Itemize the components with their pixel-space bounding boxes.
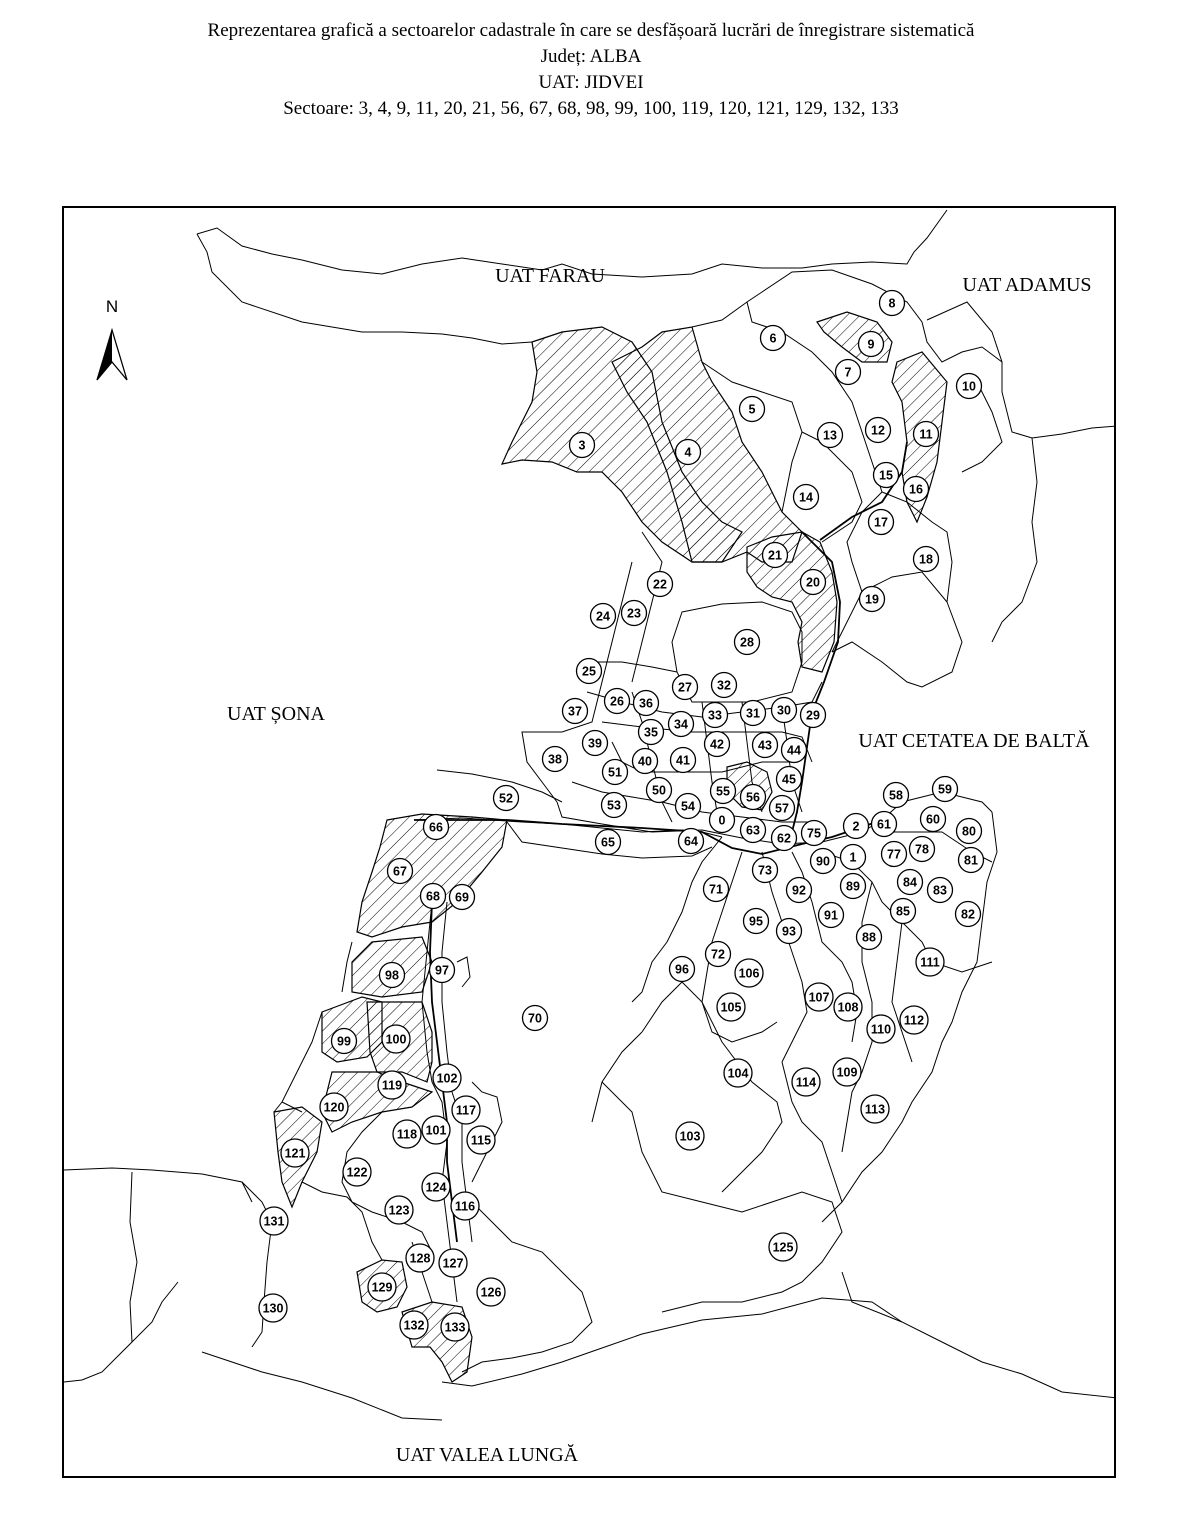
sector-number: 59 <box>938 782 952 797</box>
sector-number: 77 <box>887 847 901 862</box>
sector-label-132 <box>400 1311 428 1339</box>
sector-label-36 <box>634 691 659 716</box>
sector-number: 114 <box>795 1075 817 1090</box>
sector-label-51 <box>603 760 628 785</box>
sector-label-112 <box>900 1006 928 1034</box>
sector-label-120 <box>320 1093 348 1121</box>
sector-label-50 <box>647 778 672 803</box>
sector-number: 50 <box>652 783 666 798</box>
sector-number: 1 <box>849 850 857 865</box>
sector-label-6 <box>761 326 786 351</box>
sector-number: 93 <box>782 924 796 939</box>
sector-label-9 <box>859 332 884 357</box>
sector-label-124 <box>422 1173 450 1201</box>
sector-label-113 <box>861 1095 889 1123</box>
sector-label-42 <box>705 732 730 757</box>
sector-number: 92 <box>792 883 806 898</box>
neighbor-cetatea-label: UAT CETATEA DE BALTĂ <box>858 730 1090 752</box>
sector-label-13 <box>818 423 843 448</box>
sector-label-102 <box>433 1064 461 1092</box>
sector-number: 66 <box>429 820 443 835</box>
sector-number: 34 <box>674 717 688 732</box>
sector-number: 80 <box>962 824 976 839</box>
sector-label-108 <box>834 993 862 1021</box>
sector-label-117 <box>452 1096 480 1124</box>
sector-number: 100 <box>385 1032 407 1047</box>
sector-number: 83 <box>933 883 947 898</box>
sector-number: 43 <box>758 738 772 753</box>
sector-number: 36 <box>639 696 653 711</box>
sector-number: 99 <box>337 1034 351 1049</box>
sector-number: 125 <box>772 1240 794 1255</box>
sector-number: 65 <box>601 835 615 850</box>
sector-number: 67 <box>393 864 407 879</box>
sector-number: 113 <box>864 1102 886 1117</box>
sector-number: 56 <box>746 790 760 805</box>
sector-label-40 <box>633 749 658 774</box>
sector-number: 62 <box>777 831 791 846</box>
sector-label-61 <box>872 812 897 837</box>
sector-number: 38 <box>548 752 562 767</box>
sector-number: 5 <box>748 402 756 417</box>
neighbor-sona-label: UAT ȘONA <box>227 703 325 725</box>
sector-label-14 <box>794 485 819 510</box>
sector-label-100 <box>382 1025 410 1053</box>
sector-number: 111 <box>920 955 940 970</box>
sector-label-26 <box>605 689 630 714</box>
sector-label-53 <box>602 793 627 818</box>
sector-label-122 <box>343 1158 371 1186</box>
sector-label-5 <box>740 397 765 422</box>
sector-number: 112 <box>903 1013 925 1028</box>
sector-number: 13 <box>823 428 837 443</box>
sector-number: 44 <box>787 743 801 758</box>
sector-label-65 <box>596 830 621 855</box>
sector-label-71 <box>704 877 729 902</box>
sector-number: 69 <box>455 890 469 905</box>
sector-label-80 <box>957 819 982 844</box>
sector-label-97 <box>430 958 455 983</box>
sector-label-75 <box>802 821 827 846</box>
sector-label-30 <box>772 698 797 723</box>
sector-number: 109 <box>836 1065 858 1080</box>
sector-label-129 <box>368 1273 396 1301</box>
sector-number: 35 <box>644 725 658 740</box>
sector-number: 116 <box>454 1199 476 1214</box>
sector-label-39 <box>583 731 608 756</box>
sector-number: 61 <box>877 817 891 832</box>
sector-label-96 <box>670 957 695 982</box>
sector-number: 22 <box>653 577 667 592</box>
sector-label-115 <box>467 1126 495 1154</box>
sector-label-62 <box>772 826 797 851</box>
sector-number: 128 <box>409 1251 431 1266</box>
sector-label-99 <box>332 1029 357 1054</box>
sector-label-90 <box>811 849 836 874</box>
sector-number: 90 <box>816 854 830 869</box>
sector-number: 127 <box>442 1256 464 1271</box>
sector-label-18 <box>914 547 939 572</box>
sector-label-3 <box>570 433 595 458</box>
map-frame <box>62 206 1116 1478</box>
sector-label-43 <box>753 733 778 758</box>
sector-label-111 <box>916 948 944 976</box>
sector-label-57 <box>770 796 795 821</box>
sector-label-59 <box>933 777 958 802</box>
sector-number: 19 <box>865 592 879 607</box>
sector-number: 37 <box>568 704 582 719</box>
sector-label-4 <box>676 440 701 465</box>
sector-number: 104 <box>727 1066 749 1081</box>
sector-number: 89 <box>846 879 860 894</box>
title-uat: UAT: JIDVEI <box>538 72 644 93</box>
sector-label-82 <box>956 902 981 927</box>
sector-label-19 <box>860 587 885 612</box>
sector-number: 57 <box>775 801 789 816</box>
sector-number: 58 <box>889 788 903 803</box>
sector-label-126 <box>477 1278 505 1306</box>
sector-label-105 <box>717 993 745 1021</box>
sector-number: 102 <box>436 1071 458 1086</box>
sector-label-101 <box>422 1116 450 1144</box>
sector-label-66 <box>424 815 449 840</box>
sector-number: 133 <box>444 1320 466 1335</box>
sector-number: 131 <box>263 1214 285 1229</box>
sector-label-131 <box>260 1207 288 1235</box>
sector-label-81 <box>959 848 984 873</box>
sector-number: 117 <box>455 1103 477 1118</box>
sector-number: 40 <box>638 754 652 769</box>
sector-number: 7 <box>844 365 852 380</box>
sector-number: 91 <box>824 908 838 923</box>
sector-number: 10 <box>962 379 976 394</box>
sector-label-68 <box>421 884 446 909</box>
sector-number: 123 <box>388 1203 410 1218</box>
sector-number: 31 <box>746 706 760 721</box>
sector-number: 119 <box>381 1078 403 1093</box>
sector-label-32 <box>712 673 737 698</box>
sector-label-44 <box>782 738 807 763</box>
sector-number: 0 <box>718 813 726 828</box>
sector-number: 63 <box>746 823 760 838</box>
sector-number: 101 <box>425 1123 447 1138</box>
sector-label-45 <box>777 767 802 792</box>
sector-label-114 <box>792 1068 820 1096</box>
title-description: Reprezentarea grafică a sectoarelor cadastrale în care se desfășoară lucrări de înregistrare sistematică <box>207 20 975 41</box>
sector-label-63 <box>741 818 766 843</box>
sector-number: 8 <box>888 296 896 311</box>
sector-number: 68 <box>426 889 440 904</box>
sector-number: 124 <box>425 1180 447 1195</box>
sector-label-125 <box>769 1233 797 1261</box>
sector-label-121 <box>281 1139 309 1167</box>
sector-number: 126 <box>480 1285 502 1300</box>
sector-number: 85 <box>896 904 910 919</box>
sector-number: 42 <box>710 737 724 752</box>
sector-number: 81 <box>964 853 978 868</box>
sector-number: 29 <box>806 708 820 723</box>
sector-number: 118 <box>396 1127 418 1142</box>
sector-number: 30 <box>777 703 791 718</box>
sector-label-91 <box>819 903 844 928</box>
sector-number: 16 <box>909 482 923 497</box>
sector-number: 72 <box>711 947 725 962</box>
map-title-block <box>0 18 1182 122</box>
sector-number: 107 <box>808 990 830 1005</box>
sector-number: 15 <box>879 468 893 483</box>
sector-number: 105 <box>720 1000 742 1015</box>
sector-number: 18 <box>919 552 933 567</box>
sector-number: 2 <box>852 819 860 834</box>
sector-number: 53 <box>607 798 621 813</box>
sector-number: 115 <box>470 1133 492 1148</box>
sector-label-33 <box>703 703 728 728</box>
sector-label-83 <box>928 878 953 903</box>
sector-number: 33 <box>708 708 722 723</box>
sector-number: 70 <box>528 1011 542 1026</box>
sector-label-78 <box>910 837 935 862</box>
title-county: Județ: ALBA <box>540 46 642 67</box>
sector-number: 120 <box>323 1100 345 1115</box>
sector-number: 75 <box>807 826 821 841</box>
sector-number: 98 <box>385 968 399 983</box>
sector-label-70 <box>523 1006 548 1031</box>
title-sectors-list: Sectoare: 3, 4, 9, 11, 20, 21, 56, 67, 68, 98, 99, 100, 119, 120, 121, 129, 132, 133 <box>283 98 899 119</box>
sector-number: 71 <box>709 882 723 897</box>
sector-label-127 <box>439 1249 467 1277</box>
sector-label-41 <box>671 748 696 773</box>
sector-label-22 <box>648 572 673 597</box>
sector-label-1 <box>841 845 866 870</box>
sector-number: 25 <box>582 664 596 679</box>
sector-label-118 <box>393 1120 421 1148</box>
sector-label-16 <box>904 477 929 502</box>
sector-number: 12 <box>871 423 885 438</box>
sector-label-25 <box>577 659 602 684</box>
sector-label-95 <box>744 909 769 934</box>
neighbor-adamus-label: UAT ADAMUS <box>962 274 1092 296</box>
sector-number: 110 <box>870 1022 892 1037</box>
sector-label-109 <box>833 1058 861 1086</box>
sector-number: 106 <box>738 966 760 981</box>
sector-number: 52 <box>499 791 513 806</box>
neighbor-farau-label: UAT FARAU <box>495 265 605 287</box>
sector-label-103 <box>676 1122 704 1150</box>
sector-number: 9 <box>867 337 875 352</box>
sector-number: 78 <box>915 842 929 857</box>
sector-label-11 <box>914 422 939 447</box>
sector-label-34 <box>669 712 694 737</box>
sector-label-116 <box>451 1192 479 1220</box>
sector-label-2 <box>844 814 869 839</box>
sector-label-106 <box>735 959 763 987</box>
sector-label-21 <box>763 543 788 568</box>
sector-number: 21 <box>768 548 782 563</box>
sector-number: 28 <box>740 635 754 650</box>
sector-label-29 <box>801 703 826 728</box>
sector-number: 64 <box>684 834 698 849</box>
sector-number: 95 <box>749 914 763 929</box>
sector-label-17 <box>869 510 894 535</box>
sector-label-55 <box>711 779 736 804</box>
sector-label-24 <box>591 604 616 629</box>
sector-number: 11 <box>919 427 933 442</box>
sector-label-64 <box>679 829 704 854</box>
sector-number: 60 <box>926 812 940 827</box>
sector-label-69 <box>450 885 475 910</box>
sector-number: 84 <box>903 875 917 890</box>
sector-label-123 <box>385 1196 413 1224</box>
sector-number: 6 <box>769 331 777 346</box>
sector-label-56 <box>741 785 766 810</box>
sector-label-38 <box>543 747 568 772</box>
sector-label-84 <box>898 870 923 895</box>
sector-label-130 <box>259 1294 287 1322</box>
sector-label-23 <box>622 601 647 626</box>
sector-number: 129 <box>371 1280 393 1295</box>
sector-number: 3 <box>578 438 586 453</box>
sector-number: 122 <box>346 1165 368 1180</box>
sector-number: 45 <box>782 772 796 787</box>
sector-number: 108 <box>837 1000 859 1015</box>
sector-label-104 <box>724 1059 752 1087</box>
sector-number: 82 <box>961 907 975 922</box>
sector-label-77 <box>882 842 907 867</box>
sector-label-54 <box>676 794 701 819</box>
sector-label-67 <box>388 859 413 884</box>
sector-label-10 <box>957 374 982 399</box>
sector-label-8 <box>880 291 905 316</box>
sector-label-12 <box>866 418 891 443</box>
sector-label-52 <box>494 786 519 811</box>
sector-label-58 <box>884 783 909 808</box>
sector-label-35 <box>639 720 664 745</box>
sector-label-89 <box>841 874 866 899</box>
sector-label-7 <box>836 360 861 385</box>
sector-number: 41 <box>676 753 690 768</box>
sector-number: 14 <box>799 490 813 505</box>
sector-label-133 <box>441 1313 469 1341</box>
sector-label-92 <box>787 878 812 903</box>
sector-number: 54 <box>681 799 695 814</box>
sector-label-98 <box>380 963 405 988</box>
sector-label-110 <box>867 1015 895 1043</box>
sector-number: 4 <box>684 445 692 460</box>
sector-number: 39 <box>588 736 602 751</box>
sector-label-31 <box>741 701 766 726</box>
sector-label-60 <box>921 807 946 832</box>
sector-number: 26 <box>610 694 624 709</box>
sector-number: 20 <box>806 575 820 590</box>
sector-number: 32 <box>717 678 731 693</box>
sector-label-128 <box>406 1244 434 1272</box>
sector-number: 73 <box>758 863 772 878</box>
sector-label-15 <box>874 463 899 488</box>
cadastral-map <box>64 208 1116 1478</box>
sector-label-93 <box>777 919 802 944</box>
sector-label-88 <box>857 925 882 950</box>
neighbor-valea-label: UAT VALEA LUNGĂ <box>395 1444 579 1466</box>
sector-number: 88 <box>862 930 876 945</box>
sector-number: 97 <box>435 963 449 978</box>
sector-label-119 <box>378 1071 406 1099</box>
sector-label-27 <box>673 675 698 700</box>
sector-label-37 <box>563 699 588 724</box>
north-label: N <box>105 297 119 316</box>
sector-number: 130 <box>262 1301 284 1316</box>
sector-number: 27 <box>678 680 692 695</box>
sector-label-72 <box>706 942 731 967</box>
sector-label-0 <box>710 808 735 833</box>
sector-label-85 <box>891 899 916 924</box>
sector-number: 24 <box>596 609 610 624</box>
north-arrow <box>97 297 127 380</box>
sector-number: 132 <box>403 1318 425 1333</box>
sector-number: 96 <box>675 962 689 977</box>
sector-number: 23 <box>627 606 641 621</box>
sector-number: 103 <box>679 1129 701 1144</box>
sector-label-73 <box>753 858 778 883</box>
sector-label-28 <box>735 630 760 655</box>
sector-label-107 <box>805 983 833 1011</box>
sector-number: 51 <box>608 765 622 780</box>
sector-number: 55 <box>716 784 730 799</box>
sector-number: 17 <box>874 515 888 530</box>
sector-label-20 <box>801 570 826 595</box>
sector-number: 121 <box>284 1146 306 1161</box>
